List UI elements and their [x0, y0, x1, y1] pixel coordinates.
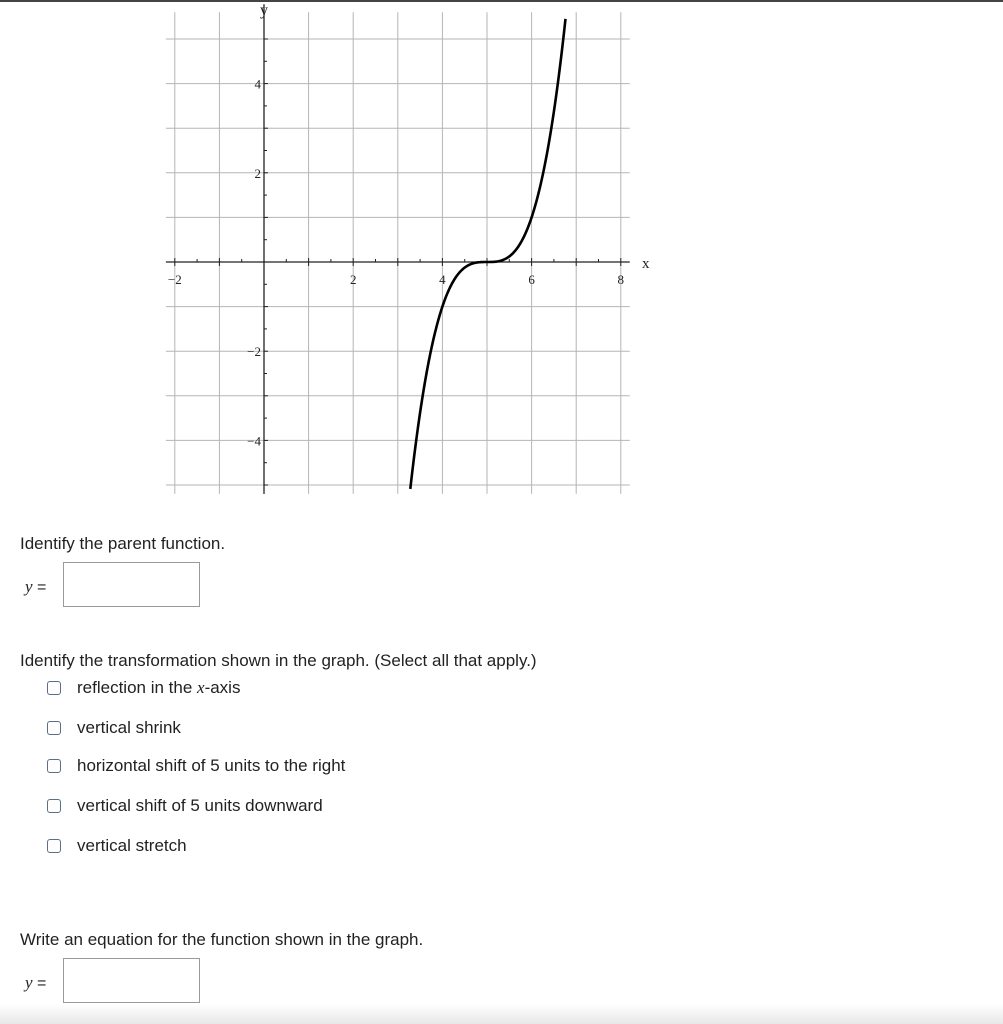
parent-function-y-label: y =: [25, 577, 47, 596]
curve-series: [410, 19, 565, 489]
option-vertical-shift-down[interactable]: [47, 796, 323, 816]
option-vertical-shift-checkbox[interactable]: [47, 799, 61, 813]
y-tick-label: −4: [247, 433, 261, 449]
option-reflection-checkbox[interactable]: [47, 681, 61, 695]
bottom-shade: [0, 1004, 1003, 1024]
equation-input[interactable]: [63, 958, 200, 1003]
parent-function-input[interactable]: [63, 562, 200, 607]
option-reflection-x-axis[interactable]: [47, 678, 240, 698]
option-vertical-stretch-checkbox[interactable]: [47, 839, 61, 853]
option-vertical-stretch[interactable]: [47, 836, 187, 856]
parent-function-prompt: Identify the parent function.: [20, 534, 226, 553]
option-vertical-shift-label: vertical shift of 5 units downward: [77, 796, 323, 815]
option-horizontal-shift-label: horizontal shift of 5 units to the right: [77, 756, 346, 775]
equation-y-label: y =: [25, 973, 47, 992]
x-tick-label: 8: [617, 272, 625, 287]
x-axis-label: x: [641, 256, 650, 272]
y-tick-label: −2: [247, 344, 261, 360]
option-horizontal-shift-right[interactable]: [47, 756, 345, 776]
function-graph: [150, 0, 650, 500]
y-tick-label: 2: [254, 165, 261, 181]
x-tick-label: 2: [349, 272, 357, 287]
option-horizontal-shift-checkbox[interactable]: [47, 759, 61, 773]
x-tick-label: 4: [439, 272, 446, 287]
option-vertical-shrink-label: vertical shrink: [77, 718, 181, 737]
equation-prompt: Write an equation for the function shown in the graph.: [20, 930, 424, 949]
option-vertical-shrink[interactable]: [47, 718, 181, 738]
y-axis-label: y: [260, 2, 268, 19]
x-tick-label: 6: [528, 272, 535, 287]
x-tick-label: −2: [167, 272, 182, 287]
transformation-prompt: Identify the transformation shown in the graph. (Select all that apply.): [20, 651, 537, 670]
option-vertical-shrink-checkbox[interactable]: [47, 721, 61, 735]
option-reflection-label: reflection in the x-axis: [77, 678, 241, 697]
y-tick-label: 4: [254, 76, 261, 92]
option-vertical-stretch-label: vertical stretch: [77, 836, 187, 855]
